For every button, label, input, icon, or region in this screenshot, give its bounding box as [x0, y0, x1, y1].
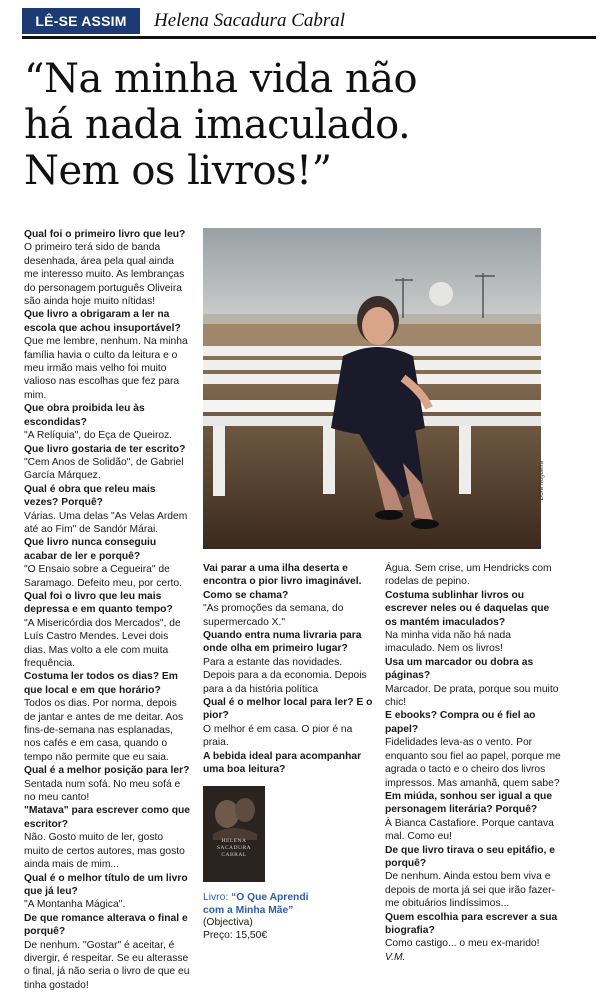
- answer: Não. Gosto muito de ler, gosto muito de certos autores, mas gosto ainda mais de mim...: [24, 832, 185, 871]
- answer: "Cem Anos de Solidão", de Gabriel García Márquez.: [24, 456, 184, 482]
- question: Qual é obra que releu mais vezes? Porquê?: [24, 483, 156, 509]
- portrait-photo: [203, 228, 541, 549]
- answer: O primeiro terá sido de banda desenhada, área pela qual ainda me interesso muito. As lembranças do personagem português Oliveira são ainda hoje muito nítidas!: [24, 242, 185, 308]
- question: Qual foi o livro que leu mais depressa e em quanto tempo?: [24, 590, 173, 616]
- answer: De nenhum. Ainda estou bem viva e depois de morta já sei que irão fazer-me obituários lindíssimos...: [385, 871, 555, 910]
- answer: Para a estante das novidades. Depois para a da economia. Depois para a da história política: [203, 656, 367, 695]
- question: Qual é o melhor local para ler? E o pior?: [203, 697, 373, 722]
- headline-line: “Na minha vida não: [24, 56, 418, 102]
- headline-line: há nada imaculado.: [24, 102, 411, 148]
- book-info: [203, 892, 323, 942]
- question: A bebida ideal para acompanhar uma boa leitura?: [203, 750, 362, 776]
- headline-line: Nem os livros!”: [24, 148, 332, 194]
- question: Que livro nunca conseguiu acabar de ler e porquê?: [24, 537, 157, 562]
- headline: [24, 56, 544, 194]
- question: Que obra proibida leu às escondidas?: [24, 403, 145, 428]
- question: Quando entra numa livraria para onde olha em primeiro lugar?: [203, 630, 362, 655]
- question: Que livro a obrigaram a ler na escola que achou insuportável?: [24, 309, 181, 334]
- answer: Várias. Uma delas "As Velas Ardem até ao Fim" de Sandór Márai.: [24, 510, 188, 535]
- question: Qual é a melhor posição para ler?: [24, 765, 190, 777]
- answer: Na minha vida não há nada imaculado. Nem os livros!: [385, 630, 511, 655]
- question: Costuma sublinhar livros ou escrever neles ou é daquelas que os mantém imaculados?: [385, 589, 550, 628]
- signature: V.M.: [385, 951, 406, 963]
- answer: "A Montanha Mágica".: [24, 899, 126, 911]
- answer: "As promoções da semana, do supermercado X.": [203, 603, 344, 628]
- question: Quem escolhia para escrever a sua biografia?: [385, 911, 558, 936]
- question: De que romance alterava o final e porquê?: [24, 912, 188, 938]
- answer: "A Misericórdia dos Mercados", de Luís Castro Mendes. Levei dois dias. Mas volto a ele com muita frequência.: [24, 617, 181, 669]
- book-publisher: (Objectiva): [203, 917, 253, 928]
- answer: "A Relíquia", do Eça de Queiroz.: [24, 430, 173, 442]
- answer: Sentada num sofá. No meu sofá e no meu canto!: [24, 778, 181, 804]
- answer: Marcador. De prata, porque sou muito chic!: [385, 683, 559, 709]
- answer: À Bianca Castafiore. Porque cantava mal. Como eu!: [385, 817, 554, 843]
- book-price: Preço: 15,50€: [203, 929, 268, 941]
- photo-illustration: [203, 228, 541, 549]
- book-cover-illustration: [203, 786, 265, 882]
- answer: Todos os dias. Por norma, depois de jantar e antes de me deitar. Aos fins-de-semana nas esplanadas, nos cafés e em casa, quando o tempo não permite que eu saia.: [24, 698, 184, 763]
- answer: O melhor é em casa. O pior é na praia.: [203, 723, 353, 749]
- header-rule: [22, 36, 596, 39]
- book-cover: [203, 786, 265, 882]
- answer: Água. Sem crise, um Hendricks com rodelas de pepino.: [385, 563, 552, 588]
- photo-credit: Dora Nogueira: [539, 460, 545, 500]
- book-cover-title: HELENA SACADURA CABRAL: [216, 838, 252, 858]
- column-3: [385, 562, 561, 964]
- answer: "O Ensaio sobre a Cegueira" de Saramago. Defeito meu, por certo.: [24, 564, 182, 589]
- question: Usa um marcador ou dobra as páginas?: [385, 656, 534, 682]
- question: Costuma ler todos os dias? Em que local e em que horário?: [24, 671, 178, 696]
- question: "Matava" para escrever como que escritor?: [24, 805, 191, 830]
- section-tag: LÊ-SE ASSIM: [22, 8, 140, 34]
- question: Em miúda, sonhou ser igual a que personagem literária? Porquê?: [385, 790, 553, 816]
- page-header: [22, 8, 596, 34]
- author-name: Helena Sacadura Cabral: [154, 10, 346, 31]
- column-2: [203, 562, 375, 777]
- column-1: [24, 228, 190, 992]
- answer: Fidelidades leva-as o vento. Por enquanto sou fiel ao papel, porque me agrada o tacto e o cheiro dos livros impressos. Mas amanhã, quem sabe?: [385, 737, 561, 789]
- question: Que livro gostaria de ter escrito?: [24, 443, 186, 455]
- answer: Que me lembre, nenhum. Na minha família havia o culto da leitura e o meu irmão mais velho foi muito valioso nas escolhas que fez para mim.: [24, 336, 188, 401]
- question: De que livro tirava o seu epitáfio, e porquê?: [385, 844, 555, 869]
- question: Qual é o melhor título de um livro que já leu?: [24, 872, 188, 897]
- question: E ebooks? Compra ou é fiel ao papel?: [385, 710, 536, 735]
- book-title: “O Que Aprendi com a Minha Mãe”: [203, 892, 309, 916]
- question: Vai parar a uma ilha deserta e encontra o pior livro imaginável. Como se chama?: [203, 563, 362, 601]
- answer: De nenhum. "Gostar" é aceitar, é divergir, é respeitar. Se eu alterasse o final, já não seria o livro de que eu tinha gostado!: [24, 939, 190, 991]
- book-label: Livro:: [203, 892, 229, 903]
- answer: Como castigo... o meu ex-marido!: [385, 938, 540, 950]
- question: Qual foi o primeiro livro que leu?: [24, 229, 186, 240]
